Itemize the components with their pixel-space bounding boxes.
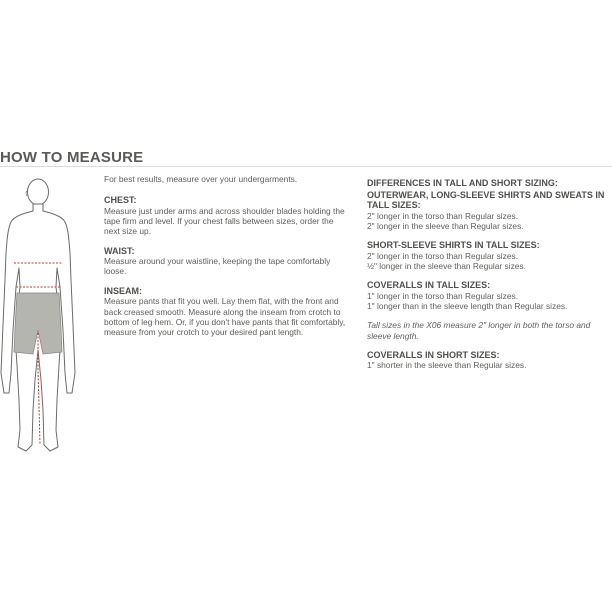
page-title: HOW TO MEASURE	[0, 149, 144, 166]
inseam-heading: INSEAM:	[104, 285, 142, 296]
coveralls-short-line: 1" shorter in the sleeve than Regular sizes.	[367, 360, 527, 371]
inseam-text: Measure pants that fit you well. Lay them flat, with the front and back creased smooth. Measure along the inseam from crotch to bottom of leg hem. Or, if you don't have pants that fit comfortably, measure from your crotch to your desired pant length.	[104, 296, 346, 338]
body-measurement-figure	[0, 175, 95, 460]
coveralls-tall-section	[367, 280, 607, 311]
measuring-instructions	[104, 174, 349, 346]
sizing-heading: DIFFERENCES IN TALL AND SHORT SIZING:	[367, 178, 558, 188]
short-sleeve-heading: SHORT-SLEEVE SHIRTS IN TALL SIZES:	[367, 240, 540, 251]
head-outline	[28, 179, 49, 205]
outerwear-line: 2" longer in the sleeve than Regular sizes.	[367, 220, 524, 231]
waist-text: Measure around your waistline, keeping the tape comfortably loose.	[104, 256, 331, 277]
waist-section	[104, 246, 349, 277]
inseam-section	[104, 286, 349, 338]
coveralls-tall-line: 1" longer than in the sleeve length than Regular sizes.	[367, 300, 568, 311]
tall-sizes-note: Tall sizes in the X06 measure 2" longer in both the torso and sleeve length.	[367, 320, 591, 341]
outerwear-section	[367, 190, 607, 232]
coveralls-short-heading: COVERALLS IN SHORT SIZES:	[367, 349, 500, 360]
short-sleeve-line: ½" longer in the sleeve than Regular sizes.	[367, 260, 526, 271]
short-sleeve-line: 2" longer in the torso than Regular sizes.	[367, 250, 519, 261]
chest-section	[104, 195, 349, 236]
outerwear-line: 2" longer in the torso than Regular sizes.	[367, 210, 519, 221]
tall-note-section	[367, 320, 607, 341]
short-sleeve-section	[367, 240, 607, 271]
chest-heading: CHEST:	[104, 195, 137, 206]
sizing-differences	[367, 178, 607, 380]
coveralls-tall-line: 1" longer in the torso than Regular sizes.	[367, 290, 519, 301]
intro-text: For best results, measure over your undergarments.	[104, 174, 298, 184]
waist-heading: WAIST:	[104, 245, 135, 256]
coveralls-tall-heading: COVERALLS IN TALL SIZES:	[367, 280, 491, 291]
outerwear-heading: OUTERWEAR, LONG-SLEEVE SHIRTS AND SWEATS IN TALL SIZES:	[367, 189, 605, 210]
title-divider	[0, 166, 612, 167]
ear-detail	[26, 191, 27, 196]
coveralls-short-section	[367, 350, 607, 371]
chest-text: Measure just under arms and across shoulder blades holding the tape firm and level. If your chest falls between sizes, order the next size up.	[104, 205, 345, 237]
